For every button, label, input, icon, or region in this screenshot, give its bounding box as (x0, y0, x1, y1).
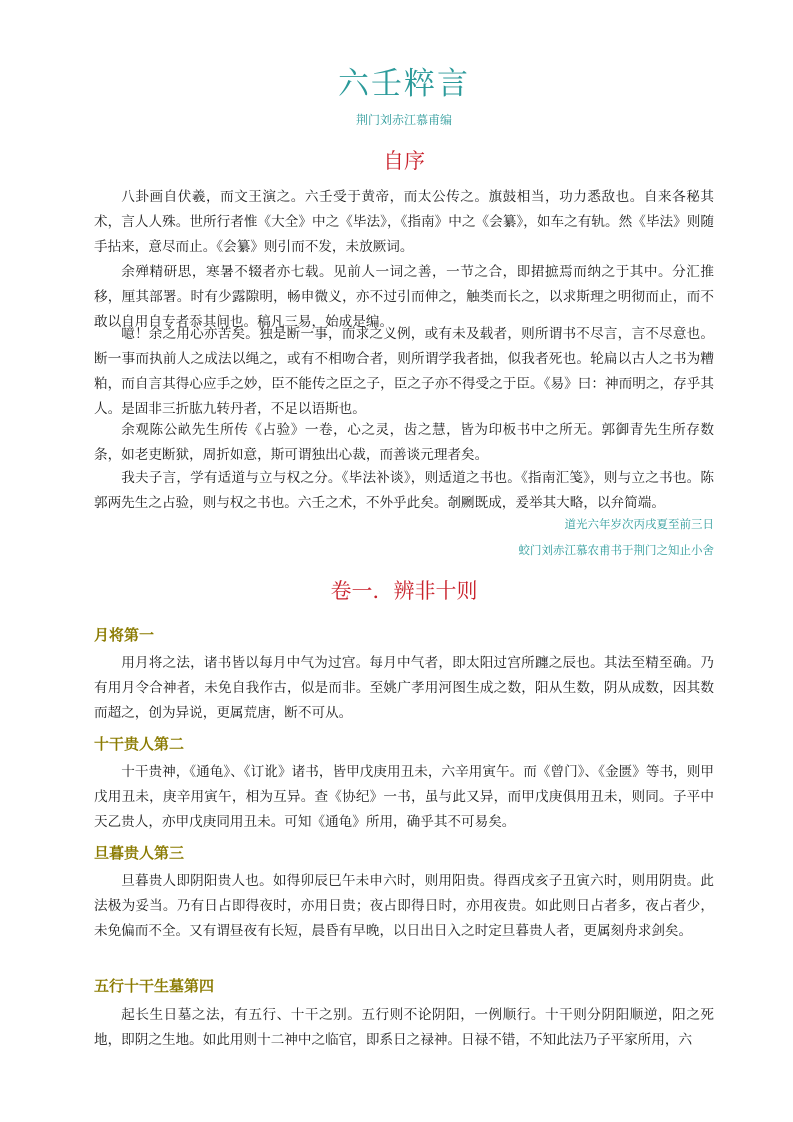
section-text: 旦暮贵人即阴阳贵人也。如得卯辰巳午未申六时，则用阳贵。得酉戌亥子丑寅六时，则用阴贵。此法极为妥当。乃有日占即得夜时，亦用日贵；夜占即得日时，亦用夜贵。如此则日占者多，夜占者少，未免偏而不全。又有谓昼夜有长短，晨昏有早晚，以日出日入之时定旦暮贵人者，更属刻舟求剑矣。 (94, 873, 714, 939)
section-title: 月将第一 (94, 626, 155, 644)
preface-signature-date: 道光六年岁次丙戌夏至前三日 (564, 517, 714, 531)
book-author: 荆门刘赤江慕甫编 (355, 113, 452, 127)
volume-heading: 卷一．辨非十则 (330, 579, 478, 603)
preface-paragraph: 八卦画自伏羲，而文王演之。六壬受于黄帝，而太公传之。旗鼓相当，功力悉敌也。自来各秘其术，言人人殊。世所行者惟《大全》中之《毕法》，《指南》中之《会纂》，如车之有轨。然《毕法》则随手拈来，意尽而止。《会纂》则引而不发，未放厥词。 (94, 189, 714, 255)
book-title: 六壬粹言 (338, 66, 470, 102)
section-text: 用月将之法，诸书皆以每月中气为过宫。每月中气者，即太阳过宫所躔之辰也。其法至精至确。乃有用月令合神者，未免自我作古，似是而非。至姚广孝用河图生成之数，阳从生数，阴从成数，因其数而超之，创为异说，更属荒唐，断不可从。 (94, 655, 714, 721)
section-text: 十干贵神，《通龟》、《订讹》诸书，皆甲戊庚用丑未，六辛用寅午。而《曾门》、《金匮》等书，则甲戊用丑未，庚辛用寅午，相为互异。查《协纪》一书，虽与此又异，而甲戊庚俱用丑未，则同。子平中天乙贵人，亦甲戊庚同用丑未。可知《通龟》所用，确乎其不可易矣。 (94, 764, 714, 830)
preface-paragraph: 余观陈公畝先生所传《占验》一卷，心之灵，齿之慧，皆为印板书中之所无。郭御青先生所存数条，如老吏断狱，周折如意，斯可谓独出心裁，而善谈元理者矣。 (94, 422, 714, 463)
preface-paragraph: 我夫子言，学有适道与立与权之分。《毕法补谈》，则适道之书也。《指南汇笺》，则与立之书也。陈郭两先生之占验，则与权之书也。六壬之术，不外乎此矣。剞劂既成，爰举其大略，以弁简端。 (94, 470, 714, 511)
preface-heading: 自序 (383, 149, 425, 173)
section-title: 旦暮贵人第三 (94, 844, 185, 862)
preface-paragraph: 噫！余之用心亦苦矣。独是断一事，而求之义例，或有未及载者，则所谓书不尽言，言不尽意也。断一事而执前人之成法以绳之，或有不相吻合者，则所谓学我者拙，似我者死也。轮扁以古人之书为糟粕，而自言其得心应手之妙，臣不能传之臣之子，臣之子亦不得受之于臣。《易》曰：神而明之，存乎其人。是固非三折肱九转丹者，不足以语斯也。 (94, 326, 714, 417)
section-title: 五行十干生墓第四 (94, 977, 215, 995)
section-title: 十干贵人第二 (94, 735, 185, 753)
preface-signature-place: 蛟门刘赤江慕农甫书于荆门之知止小舍 (518, 543, 714, 557)
preface-paragraph: 余殚精研思，寒暑不辍者亦七载。见前人一词之善，一节之合，即捃摭焉而纳之于其中。分汇推移，厘其部署。时有少露隙明，畅申微义，亦不过引而伸之，触类而长之，以求斯理之明彻而止，而不敢以自用自专者忝其间也。稿凡三易，始成是编。 (94, 264, 714, 330)
section-text: 起长生日墓之法，有五行、十干之别。五行则不论阴阳，一例顺行。十干则分阴阳顺逆，阳之死地，即阴之生地。如此用则十二神中之临官，即系日之禄神。日禄不错，不知此法乃子平家所用，六 (94, 1007, 714, 1048)
